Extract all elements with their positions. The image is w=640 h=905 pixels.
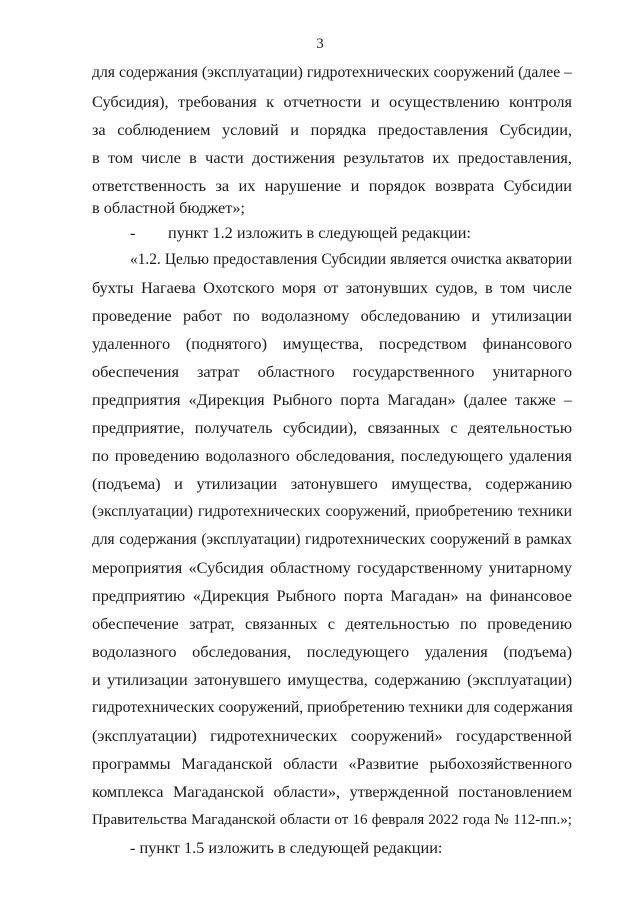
text-line: предприятию «Дирекция Рыбного порта Магадан» на финансовое	[92, 586, 572, 605]
text-line: (подъема) и утилизации затонувшего имущества, содержанию	[92, 474, 572, 493]
text-line: гидротехнических сооружений, приобретению техники для содержания	[92, 699, 573, 716]
text-line: комплекса Магаданской области», утвержденной постановлением	[92, 782, 572, 801]
text-line: для содержания (эксплуатации) гидротехнических сооружений в рамках	[92, 531, 572, 548]
text-line: удаленного (поднятого) имущества, посредством финансового	[92, 334, 572, 353]
text-line: предприятия «Дирекция Рыбного порта Магадан» (далее также –	[92, 390, 572, 409]
text-line: обеспечение затрат, связанных с деятельностью по проведению	[92, 614, 572, 633]
text-line: бухты Нагаева Охотского моря от затонувших судов, в том числе	[92, 278, 572, 297]
page-number: 3	[316, 36, 324, 52]
text-line: - пункт 1.5 изложить в следующей редакции:	[130, 838, 443, 857]
text-line: предприятие, получатель субсидии), связанных с деятельностью	[92, 418, 572, 437]
text-line: программы Магаданской области «Развитие рыбохозяйственного	[92, 754, 572, 773]
text-line: водолазного обследования, последующего удаления (подъема)	[92, 642, 572, 661]
bullet-dash: -	[130, 223, 136, 242]
text-line: по проведению водолазного обследования, последующего удаления	[92, 446, 572, 465]
text-line: проведение работ по водолазному обследованию и утилизации	[92, 306, 572, 325]
text-line: ответственность за их нарушение и порядок возврата Субсидии	[92, 176, 572, 195]
text-line: в областной бюджет»;	[92, 198, 246, 217]
text-line: Правительства Магаданской области от 16 февраля 2022 года № 112-пп.»;	[92, 812, 572, 828]
text-line: (эксплуатации) гидротехнических сооружений» государственной	[92, 726, 572, 745]
text-line: Субсидия), требования к отчетности и осуществлению контроля	[92, 92, 572, 111]
text-line: (эксплуатации) гидротехнических сооружений, приобретению техники	[92, 503, 572, 520]
text-line: и утилизации затонувшего имущества, содержанию (эксплуатации)	[92, 670, 572, 689]
text-line: для содержания (эксплуатации) гидротехнических сооружений (далее –	[92, 64, 572, 81]
text-line: «1.2. Целью предоставления Субсидии является очистка акватории	[130, 251, 572, 268]
text-line: за соблюдением условий и порядка предоставления Субсидии,	[92, 120, 572, 139]
text-line: в том числе в части достижения результатов их предоставления,	[92, 148, 572, 167]
text-line: пункт 1.2 изложить в следующей редакции:	[168, 223, 471, 242]
text-line: мероприятия «Субсидия областному государственному унитарному	[92, 558, 572, 577]
text-line: обеспечения затрат областного государственного унитарного	[92, 362, 572, 381]
